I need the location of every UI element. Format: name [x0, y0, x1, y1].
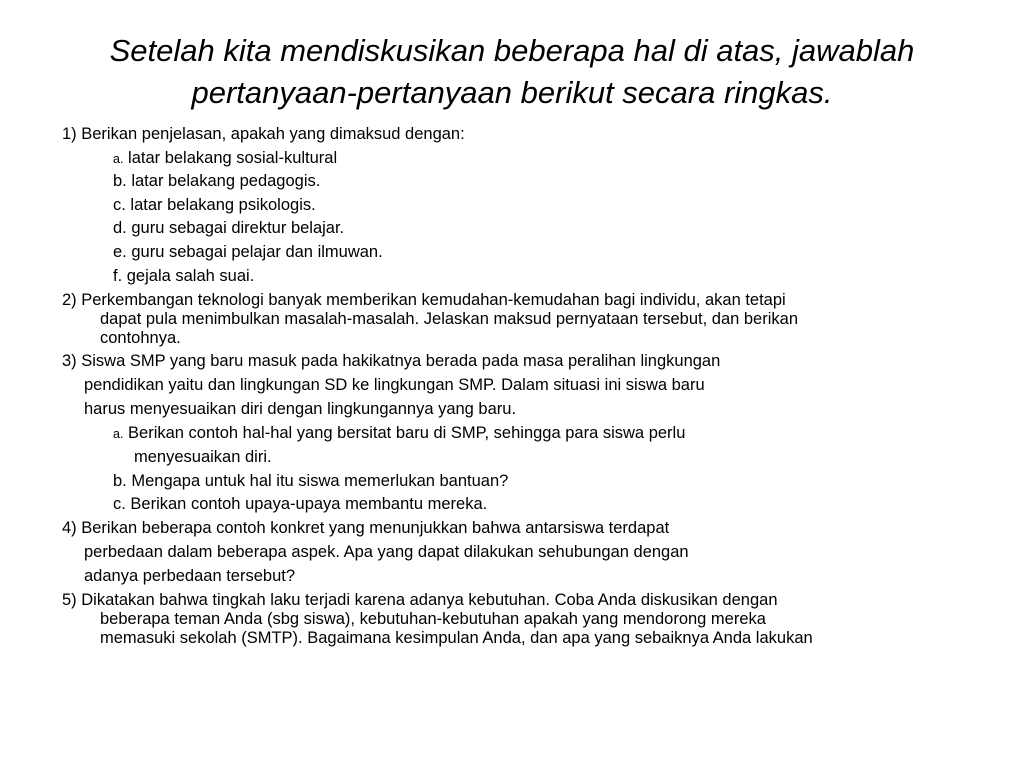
question-5-line-3: memasuki sekolah (SMTP). Bagaimana kesimpulan Anda, dan apa yang sebaiknya Anda lakukan: [100, 629, 813, 647]
item-text: Berikan contoh hal-hal yang bersitat baru di SMP, sehingga para siswa perlu: [123, 424, 686, 442]
question-5-line-2: beberapa teman Anda (sbg siswa), kebutuhan-kebutuhan apakah yang mendorong mereka: [100, 610, 766, 628]
slide-title: [40, 30, 984, 114]
question-1: 1) Berikan penjelasan, apakah yang dimaksud dengan:: [62, 125, 465, 143]
question-4-line-2: perbedaan dalam beberapa aspek. Apa yang dapat dilakukan sehubungan dengan: [84, 543, 689, 561]
question-2-line-1: 2) Perkembangan teknologi banyak memberikan kemudahan-kemudahan bagi individu, akan tetapi: [62, 291, 786, 309]
question-2-line-3: contohnya.: [100, 329, 181, 347]
question-4-line-3: adanya perbedaan tersebut?: [84, 567, 296, 585]
question-1-item-f: f. gejala salah suai.: [113, 267, 255, 285]
item-text: latar belakang sosial-kultural: [123, 149, 338, 167]
question-3-item-c: c. Berikan contoh upaya-upaya membantu mereka.: [113, 495, 488, 513]
title-line-1: Setelah kita mendiskusikan beberapa hal di atas, jawablah: [109, 33, 915, 68]
question-3-item-b: b. Mengapa untuk hal itu siswa memerlukan bantuan?: [113, 472, 509, 490]
question-3-line-2: pendidikan yaitu dan lingkungan SD ke lingkungan SMP. Dalam situasi ini siswa baru: [84, 376, 705, 394]
question-3-line-3: harus menyesuaikan diri dengan lingkungannya yang baru.: [84, 400, 517, 418]
question-4-line-1: 4) Berikan beberapa contoh konkret yang menunjukkan bahwa antarsiswa terdapat: [62, 519, 670, 537]
question-3-item-a: [113, 424, 685, 444]
question-5-line-1: 5) Dikatakan bahwa tingkah laku terjadi karena adanya kebutuhan. Coba Anda diskusikan dengan: [62, 591, 778, 609]
question-1-item-d: d. guru sebagai direktur belajar.: [113, 219, 345, 237]
item-marker: a.: [113, 427, 124, 441]
question-3-item-a-continued: menyesuaikan diri.: [134, 448, 272, 466]
question-1-item-c: c. latar belakang psikologis.: [113, 196, 316, 214]
question-3-line-1: 3) Siswa SMP yang baru masuk pada hakikatnya berada pada masa peralihan lingkungan: [62, 352, 721, 370]
item-marker: a.: [113, 152, 124, 166]
question-1-item-b: b. latar belakang pedagogis.: [113, 172, 321, 190]
question-1-item-e: e. guru sebagai pelajar dan ilmuwan.: [113, 243, 383, 261]
question-1-item-a: [113, 149, 337, 169]
title-line-2: pertanyaan-pertanyaan berikut secara ringkas.: [191, 75, 833, 110]
question-2-line-2: dapat pula menimbulkan masalah-masalah. Jelaskan maksud pernyataan tersebut, dan berikan: [100, 310, 798, 328]
